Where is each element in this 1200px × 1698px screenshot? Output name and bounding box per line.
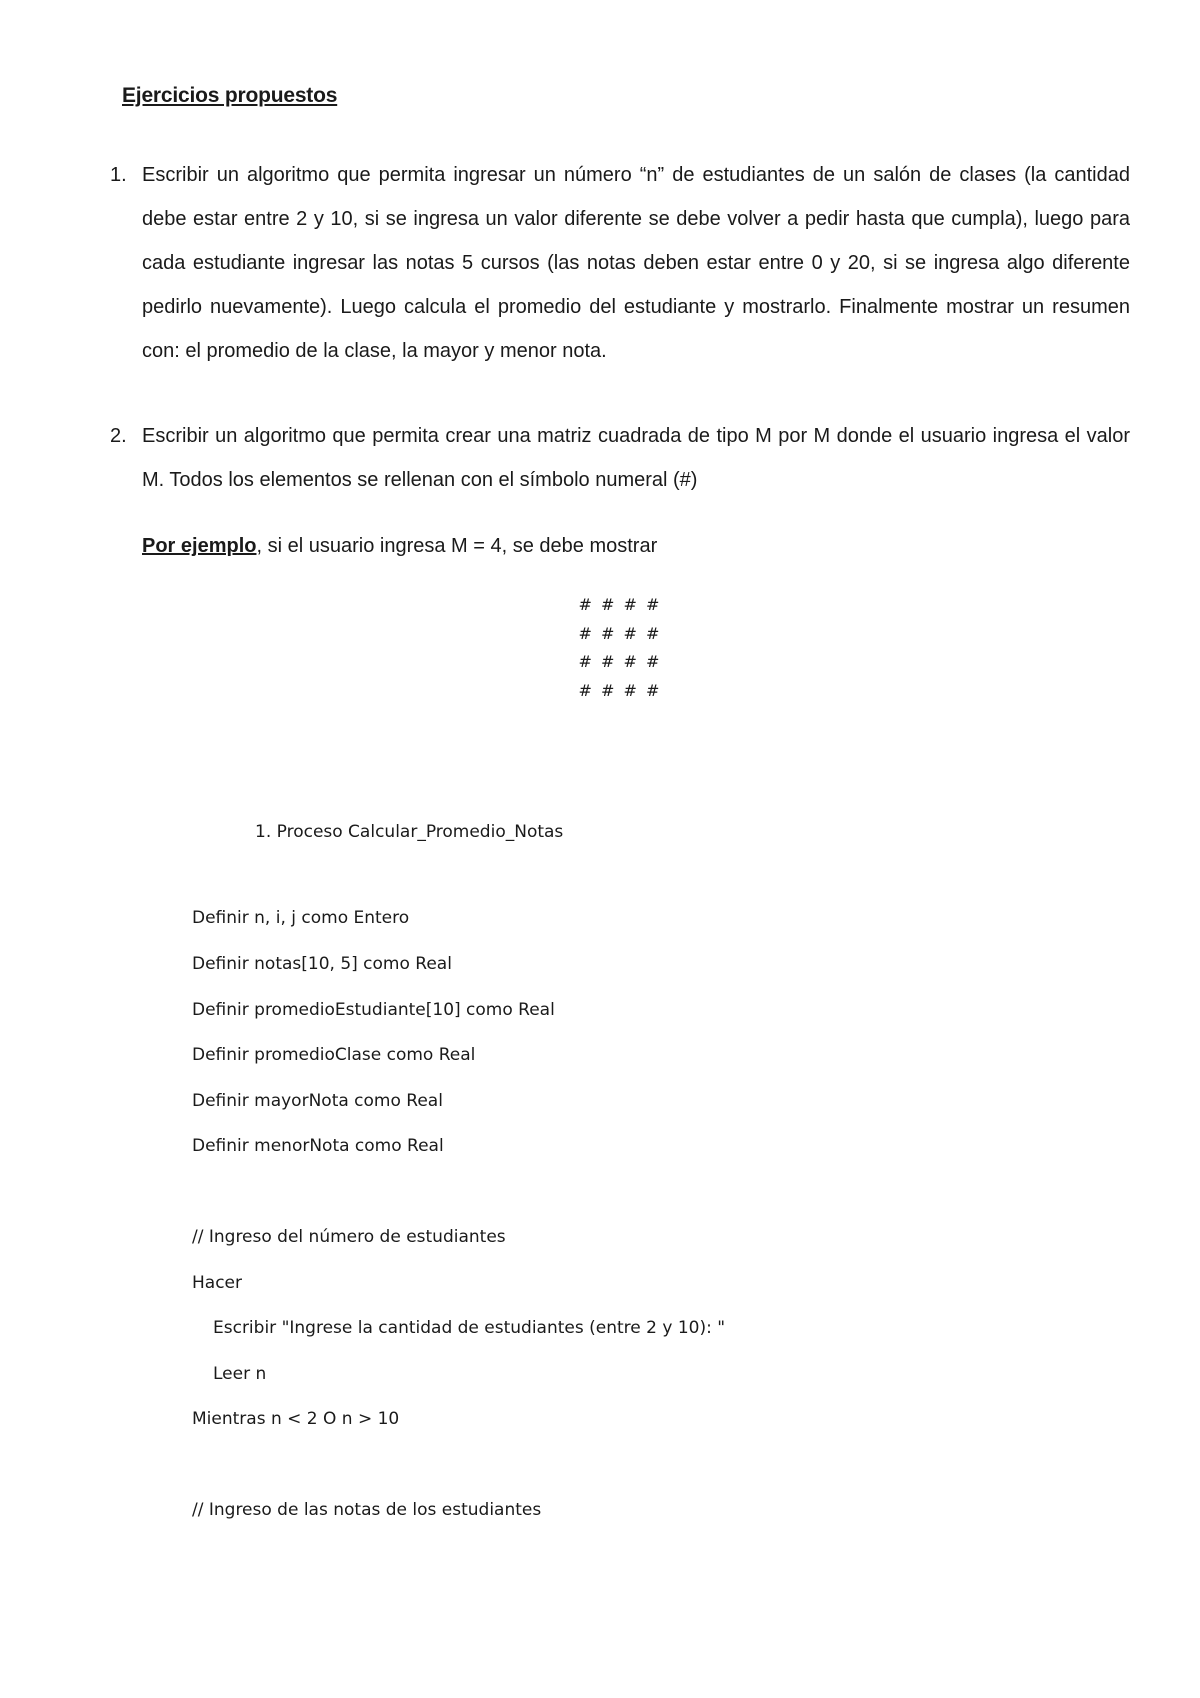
code-line: Definir n, i, j como Entero [192,908,410,928]
code-title: 1. Proceso Calcular_Promedio_Notas [255,822,564,842]
code-line: Definir notas[10, 5] como Real [192,954,452,974]
code-comment: // Ingreso del número de estudiantes [192,1227,506,1247]
exercise-2 [110,414,1130,502]
exercise-text: Escribir un algoritmo que permita crear una matriz cuadrada de tipo M por M donde el usuario ingresa el valor M. Todos los elementos se rellenan con el símbolo numeral (#) [142,425,1130,491]
code-line: Definir promedioEstudiante[10] como Real [192,1000,555,1020]
exercise-number: 1. [110,164,127,186]
matrix-row: # # # # [578,680,662,700]
code-line: Definir promedioClase como Real [192,1045,476,1065]
code-line: Definir menorNota como Real [192,1136,444,1156]
code-line: Mientras n < 2 O n > 10 [192,1409,400,1429]
matrix-row: # # # # [578,652,662,671]
example-sentence [142,535,657,558]
code-line: Escribir "Ingrese la cantidad de estudiantes (entre 2 y 10): " [213,1318,726,1338]
section-heading: Ejercicios propuestos [122,84,338,107]
example-lead: Por ejemplo [142,535,257,557]
exercise-number: 2. [110,425,127,447]
exercise-text: Escribir un algoritmo que permita ingresar un número “n” de estudiantes de un salón de clases (la cantidad debe estar entre 2 y 10, si se ingresa un valor diferente se debe volver a pedir hasta que cumpla), luego para cada estudiante ingresar las notas 5 cursos (las notas deben estar entre 0 y 20, si se ingresa algo diferente pedirlo nuevamente). Luego calcula el promedio del estudiante y mostrarlo. Finalmente mostrar un resumen con: el promedio de la clase, la mayor y menor nota. [142,164,1130,362]
exercise-1 [110,153,1130,373]
code-line: Leer n [213,1364,267,1384]
matrix-row: # # # # [578,595,662,614]
code-line: Hacer [192,1273,242,1293]
matrix-row: # # # # [578,623,662,643]
code-comment: // Ingreso de las notas de los estudiantes [192,1500,542,1520]
matrix-example [560,591,680,705]
code-line: Definir mayorNota como Real [192,1091,443,1111]
example-rest: , si el usuario ingresa M = 4, se debe mostrar [256,535,658,557]
